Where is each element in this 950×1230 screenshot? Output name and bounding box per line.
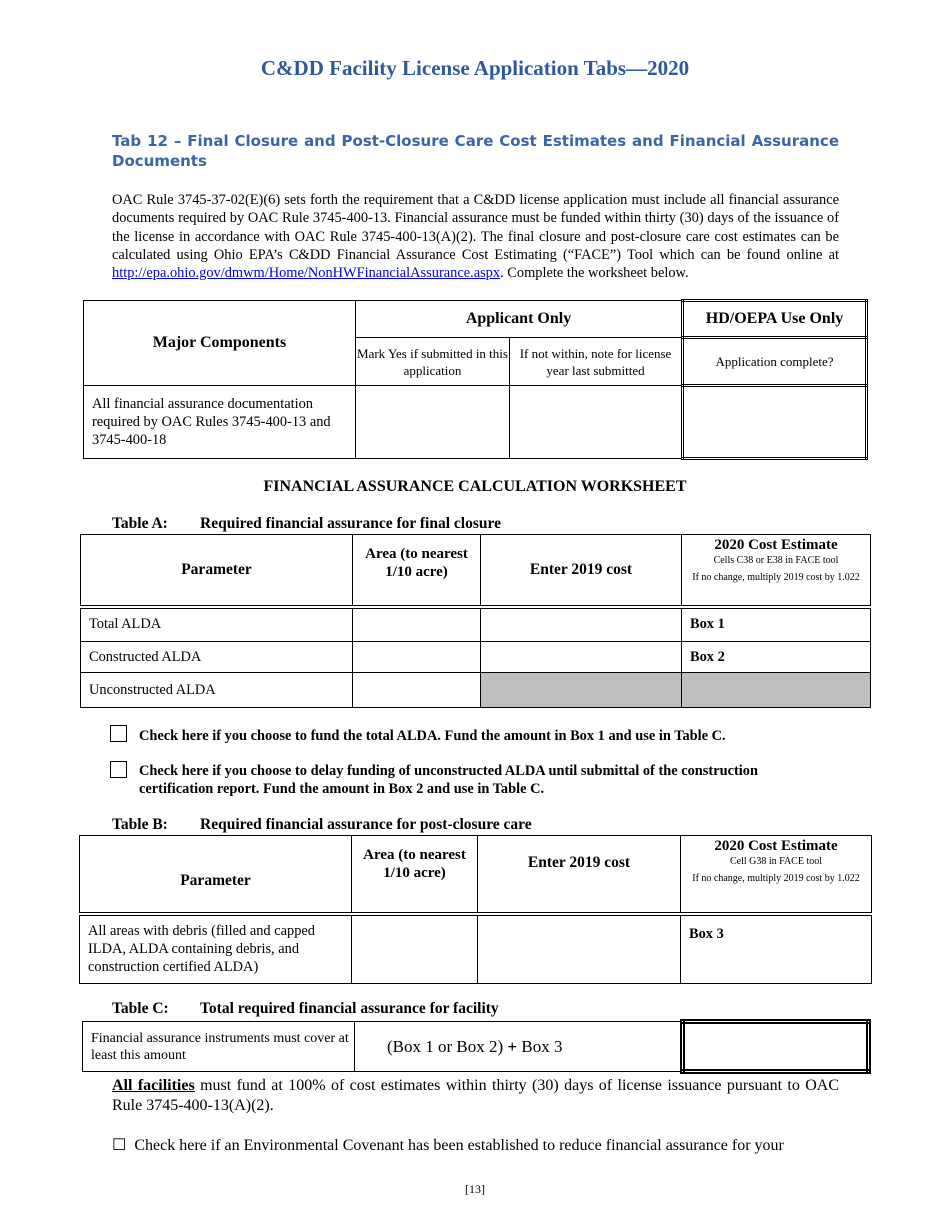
intro-text-start: OAC Rule 3745-37-02(E)(6) sets forth the requirement that a C&DD license application must include all financial assurance documents required by OAC Rule 3745-400-13. Financial assurance must be funded within thirty (30) days of the issuance of the license in accordance with OAC Rule 3745-400-13(A)(2). The final closure and post-closure care cost estimates can be calculated using Ohio EPA’s C&DD Financial Assurance Cost Estimating (“FACE”) Tool which can be found online at xyxy=(112,192,839,263)
intro-paragraph xyxy=(112,191,839,282)
table-b-2020-note2: If no change, multiply 2019 cost by 1.022 xyxy=(692,873,860,884)
table-b-label xyxy=(112,816,532,834)
submitted-input-cell[interactable] xyxy=(356,386,510,459)
table-a-label xyxy=(112,515,501,533)
table-row xyxy=(81,607,871,642)
all-facilities-text: must fund at 100% of cost estimates within thirty (30) days of license issuance pursuant to OAC Rule 3745-400-13(A)(2). xyxy=(112,1077,840,1114)
table-b-2019-input[interactable] xyxy=(478,914,681,984)
table-a-row-label: Total ALDA xyxy=(81,607,353,642)
table-c-formula-b: Box 3 xyxy=(517,1036,563,1056)
table-a-2020-title: 2020 Cost Estimate xyxy=(714,537,838,553)
complete-input-cell[interactable] xyxy=(683,386,867,459)
table-b-caption: Required financial assurance for post-closure care xyxy=(200,816,532,833)
table-a-2020-note2: If no change, multiply 2019 cost by 1.022 xyxy=(692,572,860,583)
table-a-area-input[interactable] xyxy=(353,673,481,708)
table-a-area-input[interactable] xyxy=(353,642,481,673)
tab-heading: Tab 12 – Final Closure and Post-Closure Care Cost Estimates and Financial Assurance Documents xyxy=(112,132,839,170)
table-c-row-label: Financial assurance instruments must cover at least this amount xyxy=(83,1022,355,1072)
financial-docs-row-label: All financial assurance documentation required by OAC Rules 3745-400-13 and 3745-400-18 xyxy=(84,386,356,459)
delay-funding-note: Check here if you choose to delay funding of unconstructed ALDA until submittal of the construction certification report. Fund the amount in Box 2 and use in Table C. xyxy=(139,763,758,797)
table-a-disabled-cell xyxy=(481,673,682,708)
applicant-only-header: Applicant Only xyxy=(356,301,683,338)
fund-total-checkbox[interactable] xyxy=(110,725,127,747)
table-c-total-input[interactable] xyxy=(683,1022,869,1072)
not-within-column-header: If not within, note for license year last submitted xyxy=(510,338,683,386)
table-b-2020-header xyxy=(681,836,872,914)
table-c xyxy=(82,1019,871,1074)
table-c-formula-plus: + xyxy=(507,1036,518,1056)
table-c-formula xyxy=(355,1022,683,1072)
table-a xyxy=(80,534,871,708)
table-a-area-header: Area (to nearest 1/10 acre) xyxy=(353,535,481,607)
intro-text-end: . Complete the worksheet below. xyxy=(500,265,689,282)
table-a-disabled-cell xyxy=(682,673,871,708)
covenant-checkbox[interactable]: ☐ xyxy=(112,1137,127,1154)
page-title: C&DD Facility License Application Tabs—2020 xyxy=(260,56,690,80)
table-a-parameter-header: Parameter xyxy=(81,535,353,607)
table-a-2019-input[interactable] xyxy=(481,642,682,673)
table-b-2020-title: 2020 Cost Estimate xyxy=(714,838,838,854)
table-b-name: Table B: xyxy=(112,816,168,833)
table-c-caption: Total required financial assurance for facility xyxy=(200,1000,499,1017)
all-facilities-note xyxy=(112,1076,839,1116)
table-b-row-label: All areas with debris (filled and capped ILDA, ALDA containing debris, and construction certified ALDA) xyxy=(80,914,352,984)
all-facilities-term: All facilities xyxy=(112,1077,195,1094)
table-b-2019-header: Enter 2019 cost xyxy=(478,836,681,914)
table-a-row-label: Unconstructed ALDA xyxy=(81,673,353,708)
table-b-box[interactable]: Box 3 xyxy=(681,914,872,984)
application-complete-header: Application complete? xyxy=(683,338,867,386)
covenant-text: Check here if an Environmental Covenant has been established to reduce financial assurance for your xyxy=(134,1137,784,1154)
table-a-row-label: Constructed ALDA xyxy=(81,642,353,673)
table-a-box[interactable]: Box 2 xyxy=(682,642,871,673)
table-a-area-input[interactable] xyxy=(353,607,481,642)
table-c-label xyxy=(112,1000,499,1018)
table-a-caption: Required financial assurance for final closure xyxy=(200,515,501,532)
table-b-area-header: Area (to nearest 1/10 acre) xyxy=(352,836,478,914)
table-a-box[interactable]: Box 1 xyxy=(682,607,871,642)
table-a-2020-note1: Cells C38 or E38 in FACE tool xyxy=(713,555,839,566)
face-tool-link[interactable]: http://epa.ohio.gov/dmwm/Home/NonHWFinancialAssurance.aspx xyxy=(112,265,501,282)
table-row xyxy=(80,914,872,984)
page-number: [13] xyxy=(465,1182,485,1196)
table-a-2020-header xyxy=(682,535,871,607)
table-b xyxy=(79,835,872,984)
hd-use-only-header: HD/OEPA Use Only xyxy=(683,301,867,338)
table-row xyxy=(81,673,871,708)
not-within-input-cell[interactable] xyxy=(510,386,683,459)
table-c-formula-a: (Box 1 or Box 2) xyxy=(387,1036,508,1056)
table-a-2019-header: Enter 2019 cost xyxy=(481,535,682,607)
table-a-name: Table A: xyxy=(112,515,168,532)
table-c-name: Table C: xyxy=(112,1000,169,1017)
covenant-note xyxy=(112,1136,839,1156)
submitted-column-header: Mark Yes if submitted in this application xyxy=(356,338,510,386)
fund-total-note: Check here if you choose to fund the total ALDA. Fund the amount in Box 1 and use in Table C. xyxy=(139,728,726,744)
major-components-header: Major Components xyxy=(84,301,356,386)
worksheet-heading: FINANCIAL ASSURANCE CALCULATION WORKSHEET xyxy=(263,478,687,495)
table-b-parameter-header: Parameter xyxy=(80,836,352,914)
major-components-table xyxy=(83,299,868,460)
table-b-area-input[interactable] xyxy=(352,914,478,984)
table-a-2019-input[interactable] xyxy=(481,607,682,642)
table-b-2020-note1: Cell G38 in FACE tool xyxy=(729,856,823,867)
table-row xyxy=(81,642,871,673)
delay-funding-checkbox[interactable] xyxy=(110,761,127,783)
